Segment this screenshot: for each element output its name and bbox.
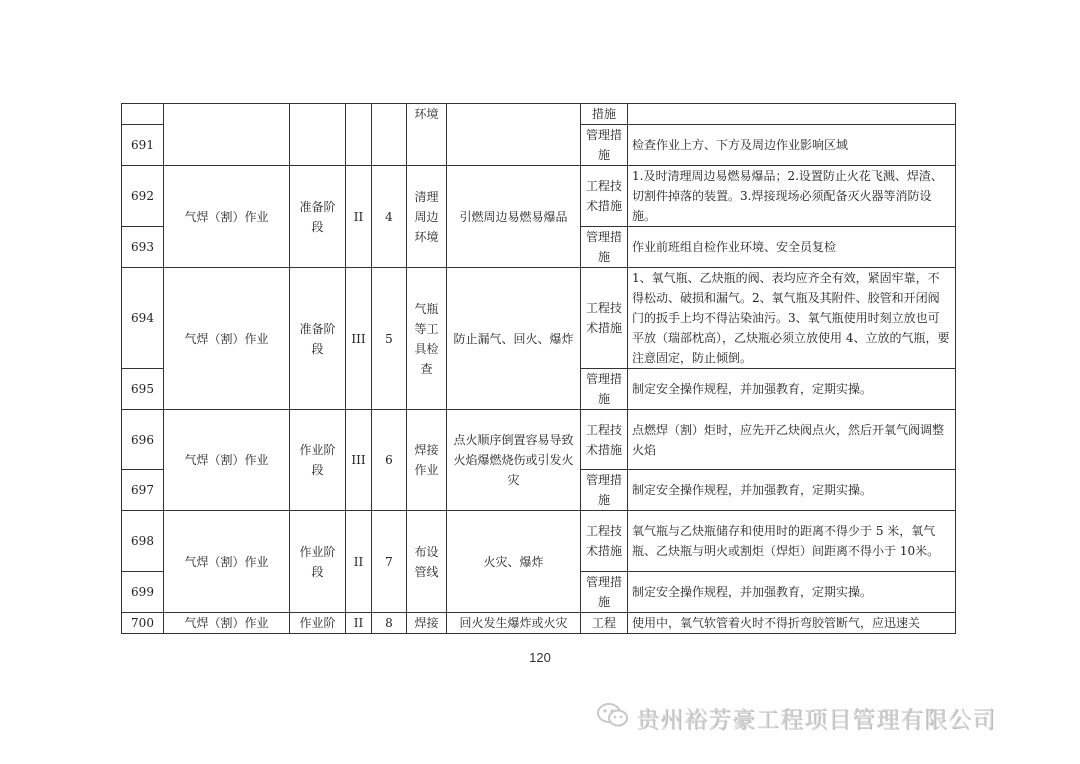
measure-type-cell: 管理措施 [581, 125, 628, 166]
stage-cell: 准备阶段 [290, 268, 346, 410]
row-number: 695 [122, 369, 164, 410]
table-row [122, 268, 956, 369]
item-cell: 气瓶等工具检查 [407, 268, 447, 410]
item-cell: 清理周边环境 [407, 166, 447, 268]
seq-cell: 8 [372, 613, 407, 634]
table-row [122, 613, 956, 634]
stage-cell: 作业阶 [290, 613, 346, 634]
measure-cell: 氧气瓶与乙炔瓶储存和使用时的距离不得少于 5 米，氧气瓶、乙炔瓶与明火或割炬（焊炬）间距离不得小于 10米。 [628, 511, 956, 572]
hazard-table [121, 103, 956, 634]
stage-cell [290, 104, 346, 166]
level-cell: III [346, 268, 372, 410]
measure-cell: 使用中，氧气软管着火时不得折弯胶管断气，应迅速关 [628, 613, 956, 634]
table-row [122, 104, 956, 125]
row-number: 697 [122, 470, 164, 511]
item-cell: 焊接 [407, 613, 447, 634]
level-cell: II [346, 613, 372, 634]
hazard-cell: 点火顺序倒置容易导致火焰爆燃烧伤或引发火灾 [447, 410, 581, 511]
activity-cell: 气焊（割）作业 [164, 511, 290, 613]
seq-cell: 5 [372, 268, 407, 410]
level-cell [346, 104, 372, 166]
hazard-cell [447, 104, 581, 166]
measure-type-cell: 管理措施 [581, 572, 628, 613]
row-number: 699 [122, 572, 164, 613]
row-number: 691 [122, 125, 164, 166]
row-number: 698 [122, 511, 164, 572]
measure-cell: 制定安全操作规程，并加强教育，定期实操。 [628, 572, 956, 613]
level-cell: II [346, 166, 372, 268]
measure-type-cell: 管理措施 [581, 369, 628, 410]
wechat-icon [596, 701, 630, 733]
table-row [122, 410, 956, 470]
measure-cell: 制定安全操作规程，并加强教育，定期实操。 [628, 470, 956, 511]
measure-type-cell: 管理措施 [581, 227, 628, 268]
stage-cell: 作业阶段 [290, 410, 346, 511]
measure-cell: 作业前班组自检作业环境、安全员复检 [628, 227, 956, 268]
measure-type-cell: 工程技术措施 [581, 166, 628, 227]
measure-type-cell: 管理措施 [581, 470, 628, 511]
level-cell: II [346, 511, 372, 613]
stage-cell: 准备阶段 [290, 166, 346, 268]
activity-cell: 气焊（割）作业 [164, 410, 290, 511]
row-number: 692 [122, 166, 164, 227]
activity-cell: 气焊（割）作业 [164, 613, 290, 634]
measure-cell: 制定安全操作规程，并加强教育，定期实操。 [628, 369, 956, 410]
table-row [122, 166, 956, 227]
row-number: 694 [122, 268, 164, 369]
measure-cell [628, 104, 956, 125]
measure-type-cell: 措施 [581, 104, 628, 125]
level-cell: III [346, 410, 372, 511]
measure-type-cell: 工程技术措施 [581, 410, 628, 470]
seq-cell: 7 [372, 511, 407, 613]
page-number: 120 [529, 650, 551, 665]
seq-cell: 6 [372, 410, 407, 511]
activity-cell: 气焊（割）作业 [164, 268, 290, 410]
measure-cell: 1、氧气瓶、乙炔瓶的阀、表均应齐全有效，紧固牢靠，不得松动、破损和漏气。2、氧气瓶及其附件、胶管和开闭阀门的扳手上均不得沾染油污。3、氧气瓶使用时刻立放也可平放（瑞部枕高），乙炔瓶必须立放使用 4、立放的气瓶，要注意固定，防止倾倒。 [628, 268, 956, 369]
watermark [596, 700, 996, 734]
row-number: 696 [122, 410, 164, 470]
hazard-cell: 回火发生爆炸或火灾 [447, 613, 581, 634]
row-number: 700 [122, 613, 164, 634]
table-row [122, 511, 956, 572]
activity-cell: 气焊（割）作业 [164, 166, 290, 268]
watermark-text: 贵州裕芳豪工程项目管理有限公司 [636, 706, 996, 733]
measure-cell: 点燃焊（割）炬时，应先开乙炔阀点火，然后开氧气阀调整火焰 [628, 410, 956, 470]
hazard-cell: 引燃周边易燃易爆品 [447, 166, 581, 268]
row-number [122, 104, 164, 125]
item-cell: 环境 [407, 104, 447, 166]
stage-cell: 作业阶段 [290, 511, 346, 613]
seq-cell: 4 [372, 166, 407, 268]
measure-cell: 1.及时清理周边易燃易爆品；2.设置防止火花飞溅、焊渣、切割件掉落的装置。3.焊接现场必须配备灭火器等消防设施。 [628, 166, 956, 227]
activity-cell [164, 104, 290, 166]
hazard-cell: 火灾、爆炸 [447, 511, 581, 613]
measure-type-cell: 工程技术措施 [581, 511, 628, 572]
item-cell: 焊接作业 [407, 410, 447, 511]
hazard-cell: 防止漏气、回火、爆炸 [447, 268, 581, 410]
item-cell: 布设管线 [407, 511, 447, 613]
measure-cell: 检查作业上方、下方及周边作业影响区域 [628, 125, 956, 166]
seq-cell [372, 104, 407, 166]
row-number: 693 [122, 227, 164, 268]
measure-type-cell: 工程 [581, 613, 628, 634]
measure-type-cell: 工程技术措施 [581, 268, 628, 369]
